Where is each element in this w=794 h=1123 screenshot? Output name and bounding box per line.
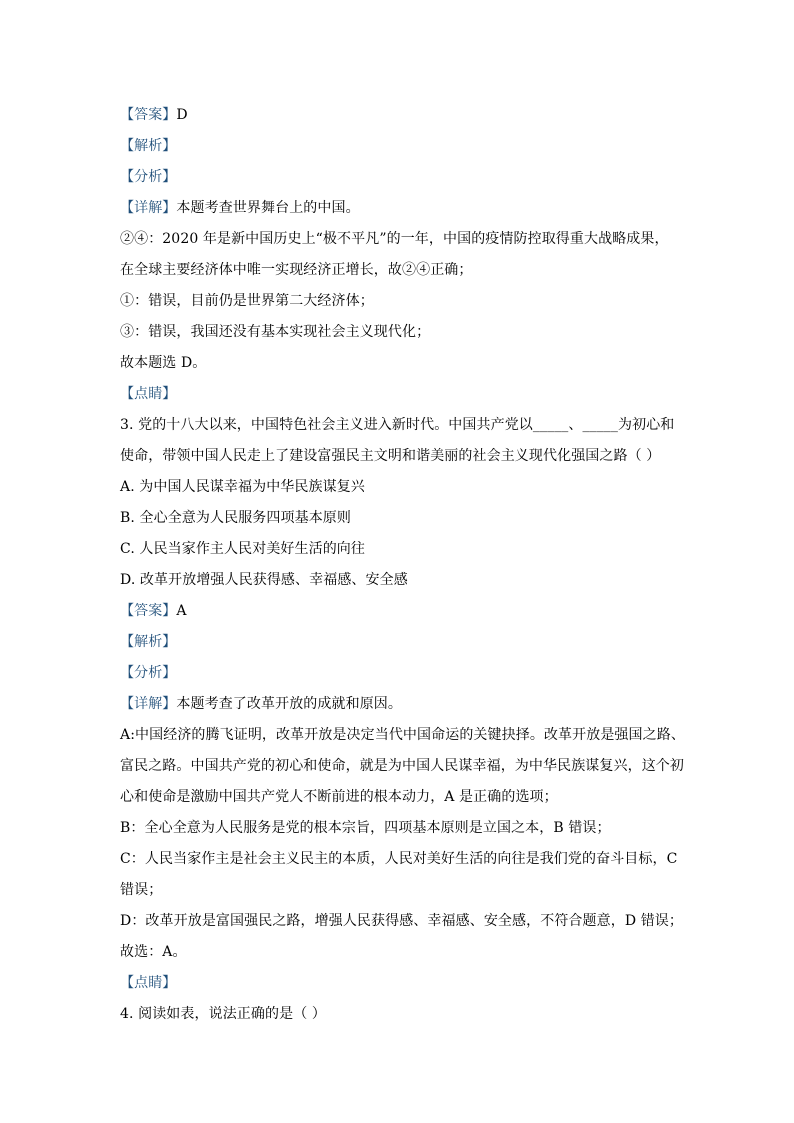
text-line: [120, 720, 685, 751]
text-line: [120, 751, 684, 782]
option-c: [120, 534, 680, 565]
line-text: C. 人民当家作主人民对美好生活的向往: [120, 541, 366, 557]
section-tag: 【答案】: [120, 603, 177, 619]
line-text: A: [176, 603, 187, 619]
text-line: [120, 224, 680, 255]
section-tag: 【答案】: [120, 107, 177, 123]
analysis-sub-label-line: [120, 162, 680, 193]
analysis-label-line: [120, 131, 680, 162]
line-text: 使命，带领中国人民走上了建设富强民主文明和谐美丽的社会主义现代化强国之路（ ）: [120, 448, 661, 464]
line-text: C：人民当家作主是社会主义民主的本质，人民对美好生活的向往是我们党的奋斗目标，C: [120, 851, 678, 867]
section-tag: 【详解】: [120, 200, 177, 216]
section-tag: 【点睛】: [120, 386, 177, 402]
text-line: [120, 906, 683, 937]
question-3-stem: [120, 410, 680, 441]
option-a: [120, 472, 680, 503]
analysis-label-line: [120, 627, 680, 658]
answer-label-line: [120, 596, 680, 627]
line-text: A. 为中国人民谋幸福为中华民族谋复兴: [120, 479, 365, 495]
text-line: [120, 813, 680, 844]
section-tag: 【详解】: [120, 696, 177, 712]
line-text: A:中国经济的腾飞证明，改革开放是决定当代中国命运的关键抉择。改革开放是强国之路、: [120, 727, 685, 743]
detail-line: [120, 689, 680, 720]
document-body: [120, 100, 685, 1030]
section-tag: 【解析】: [120, 634, 177, 650]
line-text: 心和使命是激励中国共产党人不断前进的根本动力，A 是正确的选项；: [120, 789, 558, 805]
text-line: [120, 286, 680, 317]
line-text: B. 全心全意为人民服务四项基本原则: [120, 510, 351, 526]
text-line: [120, 937, 680, 968]
option-d: [120, 565, 680, 596]
line-text: 本题考查世界舞台上的中国。: [176, 200, 360, 216]
comment-label-line: [120, 968, 680, 999]
line-text: 错误；: [120, 882, 163, 898]
line-text: B：全心全意为人民服务是党的根本宗旨，四项基本原则是立国之本，B 错误；: [120, 820, 611, 836]
section-tag: 【分析】: [120, 169, 177, 185]
line-text: 3. 党的十八大以来，中国特色社会主义进入新时代。中国共产党以_____、_____为初心和: [120, 417, 675, 433]
line-text: 4. 阅读如表，说法正确的是（ ）: [120, 1006, 326, 1022]
line-text: ①：错误，目前仍是世界第二大经济体；: [120, 293, 374, 309]
answer-label-line: [120, 100, 680, 131]
line-text: 本题考查了改革开放的成就和原因。: [176, 696, 403, 712]
detail-line: [120, 193, 680, 224]
section-tag: 【分析】: [120, 665, 177, 681]
line-text: D. 改革开放增强人民获得感、幸福感、安全感: [120, 572, 408, 588]
line-text: D: [176, 107, 188, 123]
question-4-stem: [120, 999, 680, 1030]
text-line: [120, 875, 680, 906]
line-text: D：改革开放是富国强民之路，增强人民获得感、幸福感、安全感，不符合题意，D 错误；: [120, 913, 683, 929]
analysis-sub-label-line: [120, 658, 680, 689]
line-text: ③：错误，我国还没有基本实现社会主义现代化；: [120, 324, 431, 340]
section-tag: 【点睛】: [120, 975, 177, 991]
line-text: 故选：A。: [120, 944, 187, 960]
text-line: [120, 255, 680, 286]
option-b: [120, 503, 680, 534]
section-tag: 【解析】: [120, 138, 177, 154]
text-line: [120, 317, 680, 348]
line-text: 故本题选 D。: [120, 355, 207, 371]
text-line: [120, 844, 680, 875]
text-line: [120, 348, 680, 379]
line-text: ②④：2020 年是新中国历史上“极不平凡”的一年，中国的疫情防控取得重大战略成果，: [120, 231, 669, 247]
line-text: 在全球主要经济体中唯一实现经济正增长，故②④正确；: [120, 262, 473, 278]
question-3-stem-cont: [120, 441, 680, 472]
comment-label-line: [120, 379, 680, 410]
text-line: [120, 782, 680, 813]
line-text: 富民之路。中国共产党的初心和使命，就是为中国人民谋幸福，为中华民族谋复兴，这个初: [120, 758, 684, 774]
